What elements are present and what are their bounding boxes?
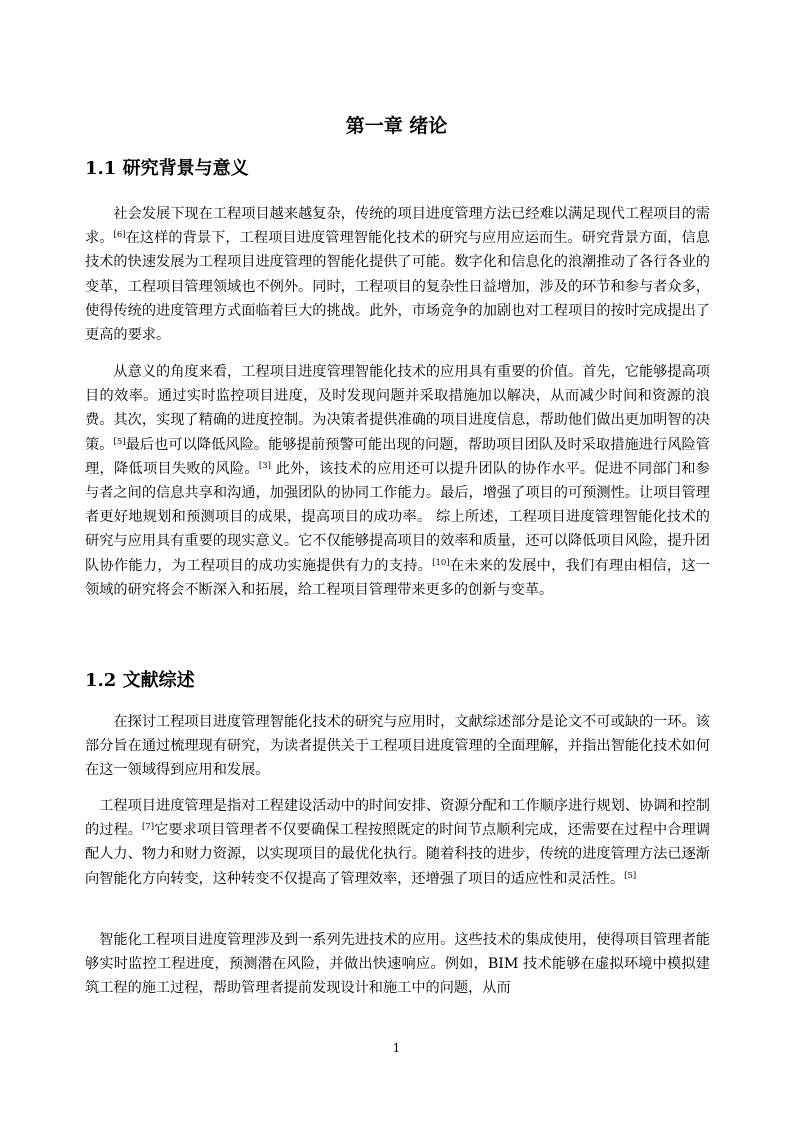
paragraph <box>85 928 710 1001</box>
citation-ref: [5] <box>113 436 126 447</box>
paragraph <box>85 710 710 783</box>
text-run: 在探讨工程项目进度管理智能化技术的研究与应用时，文献综述部分是论文不可或缺的一环。该部分旨在通过梳理现有研究，为读者提供关于工程项目进度管理的全面理解，并指出智能化技术如何在这一领域得到应用和发展。 <box>85 714 710 779</box>
text-run: 它要求项目管理者不仅要确保工程按照既定的时间节点顺利完成，还需要在过程中合理调配人力、物力和财力资源，以实现项目的最优化执行。随着科技的进步，传统的进度管理方法已逐渐向智能化方向转变，这种转变不仅提高了管理效率，还增强了项目的适应性和灵活性。 <box>85 822 710 887</box>
text-run: 从意义的角度来看，工程项目进度管理智能化技术的应用具有重要的价值。首先，它能够提高项目的效率。通过实时监控项目进度，及时发现问题并采取措施加以解决，从而减少时间和资源的浪费。其次，实现了精确的进度控制。为决策者提供准确的项目进度信息，帮助他们做出更加明智的决策。 <box>85 364 710 453</box>
text-run: 工程项目进度管理是指对工程建设活动中的时间安排、资源分配和工作顺序进行规划、协调和控制的过程。 <box>85 798 710 839</box>
text-run: 社会发展下现在工程项目越来越复杂，传统的项目进度管理方法已经难以满足现代工程项目的需求。 <box>85 206 710 247</box>
citation-ref: [7] <box>142 822 155 833</box>
paragraph <box>85 202 710 347</box>
text-run: 此外，该技术的应用还可以提升团队的协作水平。促进不同部门和参与者之间的信息共享和沟通，加强团队的协同工作能力。最后，增强了项目的可预测性。让项目管理者更好地规划和预测项目的成果，提高项目的成功率。 综上所述，工程项目进度管理智能化技术的研究与应用具有重要的现实意义。它不仅能够提高项目的效率和质量，还可以降低项目风险，提升团队协作能力，为工程项目的成功实施提供有力的支持。 <box>85 460 710 574</box>
section-heading: 1.1 研究背景与意义 <box>85 158 249 179</box>
paragraph <box>85 794 710 891</box>
text-run: 智能化工程项目进度管理涉及到一系列先进技术的应用。这些技术的集成使用，使得项目管理者能够实时监控工程进度，预测潜在风险，并做出快速响应。例如，BIM 技术能够在虚拟环境中模拟建筑工程的施工过程，帮助管理者提前发现设计和施工中的问题，从而 <box>85 932 710 997</box>
section-heading: 1.2 文献综述 <box>85 670 195 691</box>
page-number: 1 <box>392 1041 401 1055</box>
citation-ref: [6] <box>113 230 126 241</box>
chapter-title: 第一章 绪论 <box>345 115 448 137</box>
citation-ref: [10] <box>432 557 450 568</box>
text-run: 最后也可以降低风险。能够提前预警可能出现的问题，帮助项目团队及时采取措施进行风险管理，降低项目失败的风险。 <box>85 436 710 477</box>
paragraph <box>85 360 710 602</box>
citation-ref: [5] <box>624 870 637 881</box>
citation-ref: [3] <box>258 460 271 471</box>
text-run: 在这样的背景下，工程项目进度管理智能化技术的研究与应用应运而生。研究背景方面，信息技术的快速发展为工程项目进度管理的智能化提供了可能。数字化和信息化的浪潮推动了各行各业的变革，工程项目管理领域也不例外。同时，工程项目的复杂性日益增加，涉及的环节和参与者众多，使得传统的进度管理方式面临着巨大的挑战。此外，市场竞争的加剧也对工程项目的按时完成提出了更高的要求。 <box>85 230 710 344</box>
text-run: 在未来的发展中，我们有理由相信，这一领域的研究将会不断深入和拓展，给工程项目管理带来更多的创新与变革。 <box>85 557 710 598</box>
